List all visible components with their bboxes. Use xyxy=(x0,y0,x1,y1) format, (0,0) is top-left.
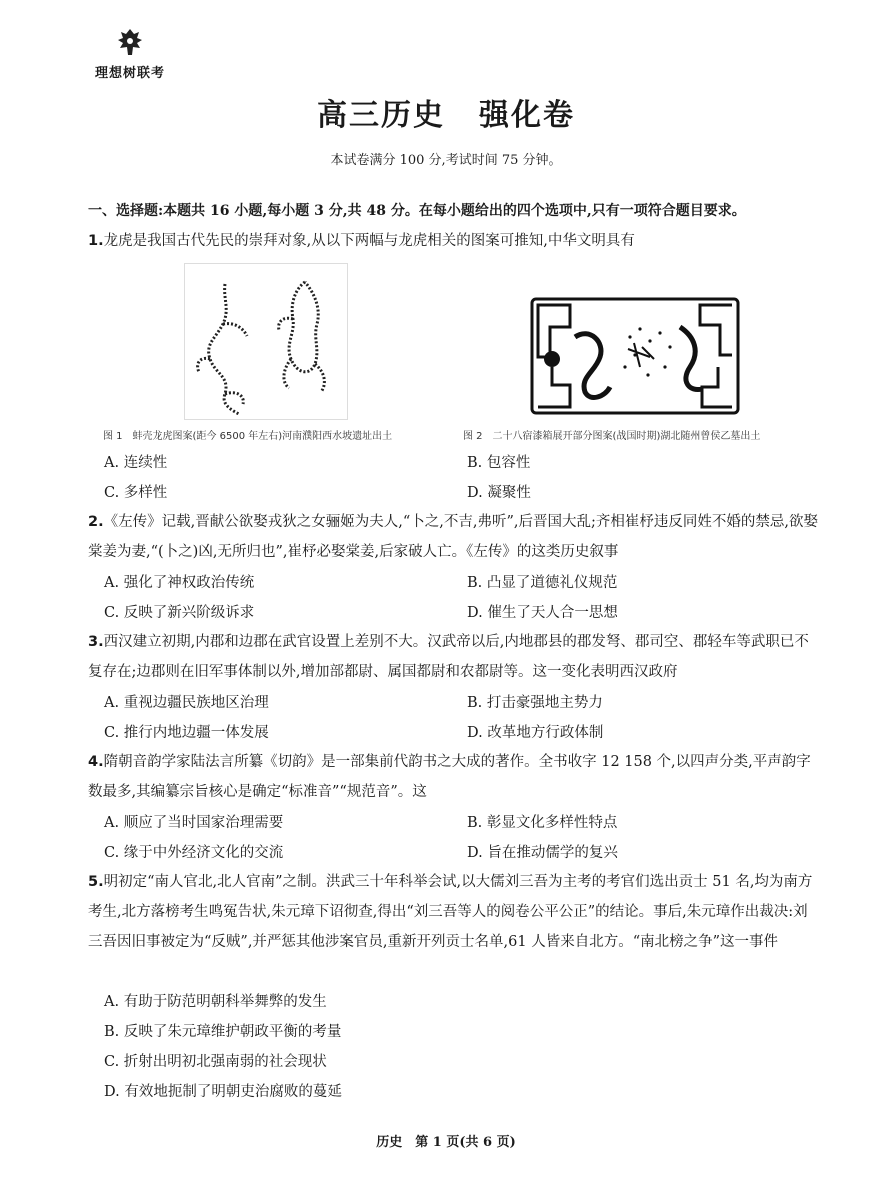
q3-option-a[interactable]: A. 重视边疆民族地区治理 xyxy=(104,695,269,711)
q5-option-a[interactable]: A. 有助于防范明朝科举舞弊的发生 xyxy=(104,994,327,1010)
question-5 xyxy=(88,867,818,957)
question-number: 5. xyxy=(88,874,104,890)
question-3 xyxy=(88,627,818,687)
question-number: 4. xyxy=(88,754,104,770)
question-number: 1. xyxy=(88,233,104,249)
question-stem: 隋朝音韵学家陆法言所纂《切韵》是一部集前代韵书之大成的著作。全书收字 12 158 个,以四声分类,平声韵字数最多,其编纂宗旨核心是确定“标准音”“规范音”。这 xyxy=(88,754,811,800)
q4-option-a[interactable]: A. 顺应了当时国家治理需要 xyxy=(104,815,284,831)
page-title xyxy=(0,90,892,134)
dragon-tiger-shell-mosaic-icon xyxy=(185,264,347,419)
question-1 xyxy=(88,226,818,256)
q1-option-d[interactable]: D. 凝聚性 xyxy=(467,485,531,501)
question-number: 3. xyxy=(88,634,104,650)
figure-2-caption: 图 2 二十八宿漆箱展开部分图案(战国时期)湖北随州曾侯乙墓出土 xyxy=(463,431,761,442)
q5-option-b[interactable]: B. 反映了朱元璋维护朝政平衡的考量 xyxy=(104,1024,342,1040)
question-stem: 明初定“南人官北,北人官南”之制。洪武三十年科举会试,以大儒刘三吾为主考的考官们选出贡士 51 名,均为南方考生,北方落榜考生鸣冤告状,朱元璋下诏彻查,得出“刘三吾等人的阅卷公平公正”的结论。事后,朱元璋作出裁决:刘三吾因旧事被定为“反贼”,并严惩其他涉案官员,重新开列贡士名单,61 人皆来自北方。“南北榜之争”这一事件 xyxy=(88,874,813,950)
q2-option-d[interactable]: D. 催生了天人合一思想 xyxy=(467,605,618,621)
q2-option-c[interactable]: C. 反映了新兴阶级诉求 xyxy=(104,605,255,621)
tree-logo-icon xyxy=(117,28,143,58)
q2-option-b[interactable]: B. 凸显了道德礼仪规范 xyxy=(467,575,618,591)
title-subject: 高三历史 xyxy=(317,98,445,133)
q5-option-c[interactable]: C. 折射出明初北强南弱的社会现状 xyxy=(104,1054,327,1070)
q4-option-d[interactable]: D. 旨在推动儒学的复兴 xyxy=(467,845,618,861)
q1-option-b[interactable]: B. 包容性 xyxy=(467,455,531,471)
q1-option-a[interactable]: A. 连续性 xyxy=(104,455,168,471)
q2-option-a[interactable]: A. 强化了神权政治传统 xyxy=(104,575,255,591)
q4-option-b[interactable]: B. 彰显文化多样性特点 xyxy=(467,815,618,831)
header-logo xyxy=(88,28,172,81)
q5-option-d[interactable]: D. 有效地扼制了明朝吏治腐败的蔓延 xyxy=(104,1084,342,1100)
lacquer-box-pattern-icon xyxy=(530,297,740,415)
q3-option-b[interactable]: B. 打击豪强地主势力 xyxy=(467,695,603,711)
exam-instructions: 本试卷满分 100 分,考试时间 75 分钟。 xyxy=(330,153,562,168)
question-stem: 《左传》记载,晋献公欲娶戎狄之女骊姬为夫人,“卜之,不吉,弗听”,后晋国大乱;齐相崔杼违反同姓不婚的禁忌,欲娶棠姜为妻,“(卜之)凶,无所归也”,崔杼必娶棠姜,后家破人亡。《左传》的这类历史叙事 xyxy=(88,514,818,560)
q3-option-c[interactable]: C. 推行内地边疆一体发展 xyxy=(104,725,269,741)
question-stem: 龙虎是我国古代先民的崇拜对象,从以下两幅与龙虎相关的图案可推知,中华文明具有 xyxy=(103,233,635,249)
question-number: 2. xyxy=(88,514,104,530)
logo-text: 理想树联考 xyxy=(94,66,165,81)
figure-2-lacquer-box-image xyxy=(530,297,740,415)
figure-1-caption: 图 1 蚌壳龙虎图案(距今 6500 年左右)河南濮阳西水坡遗址出土 xyxy=(103,431,393,442)
question-2 xyxy=(88,507,818,567)
page-footer: 历史 第 1 页(共 6 页) xyxy=(376,1135,516,1150)
question-4 xyxy=(88,747,818,807)
title-type: 强化卷 xyxy=(479,98,575,133)
question-stem: 西汉建立初期,内郡和边郡在武官设置上差别不大。汉武帝以后,内地郡县的郡发弩、郡司空、郡轻车等武职已不复存在;边郡则在旧军事体制以外,增加部都尉、属国都尉和农都尉等。这一变化表明西汉政府 xyxy=(88,634,809,680)
q1-option-c[interactable]: C. 多样性 xyxy=(104,485,168,501)
section-heading: 一、选择题:本题共 16 小题,每小题 3 分,共 48 分。在每小题给出的四个选项中,只有一项符合题目要求。 xyxy=(88,203,746,219)
q3-option-d[interactable]: D. 改革地方行政体制 xyxy=(467,725,604,741)
q4-option-c[interactable]: C. 缘于中外经济文化的交流 xyxy=(104,845,284,861)
figure-1-dragon-tiger-image xyxy=(184,263,348,420)
